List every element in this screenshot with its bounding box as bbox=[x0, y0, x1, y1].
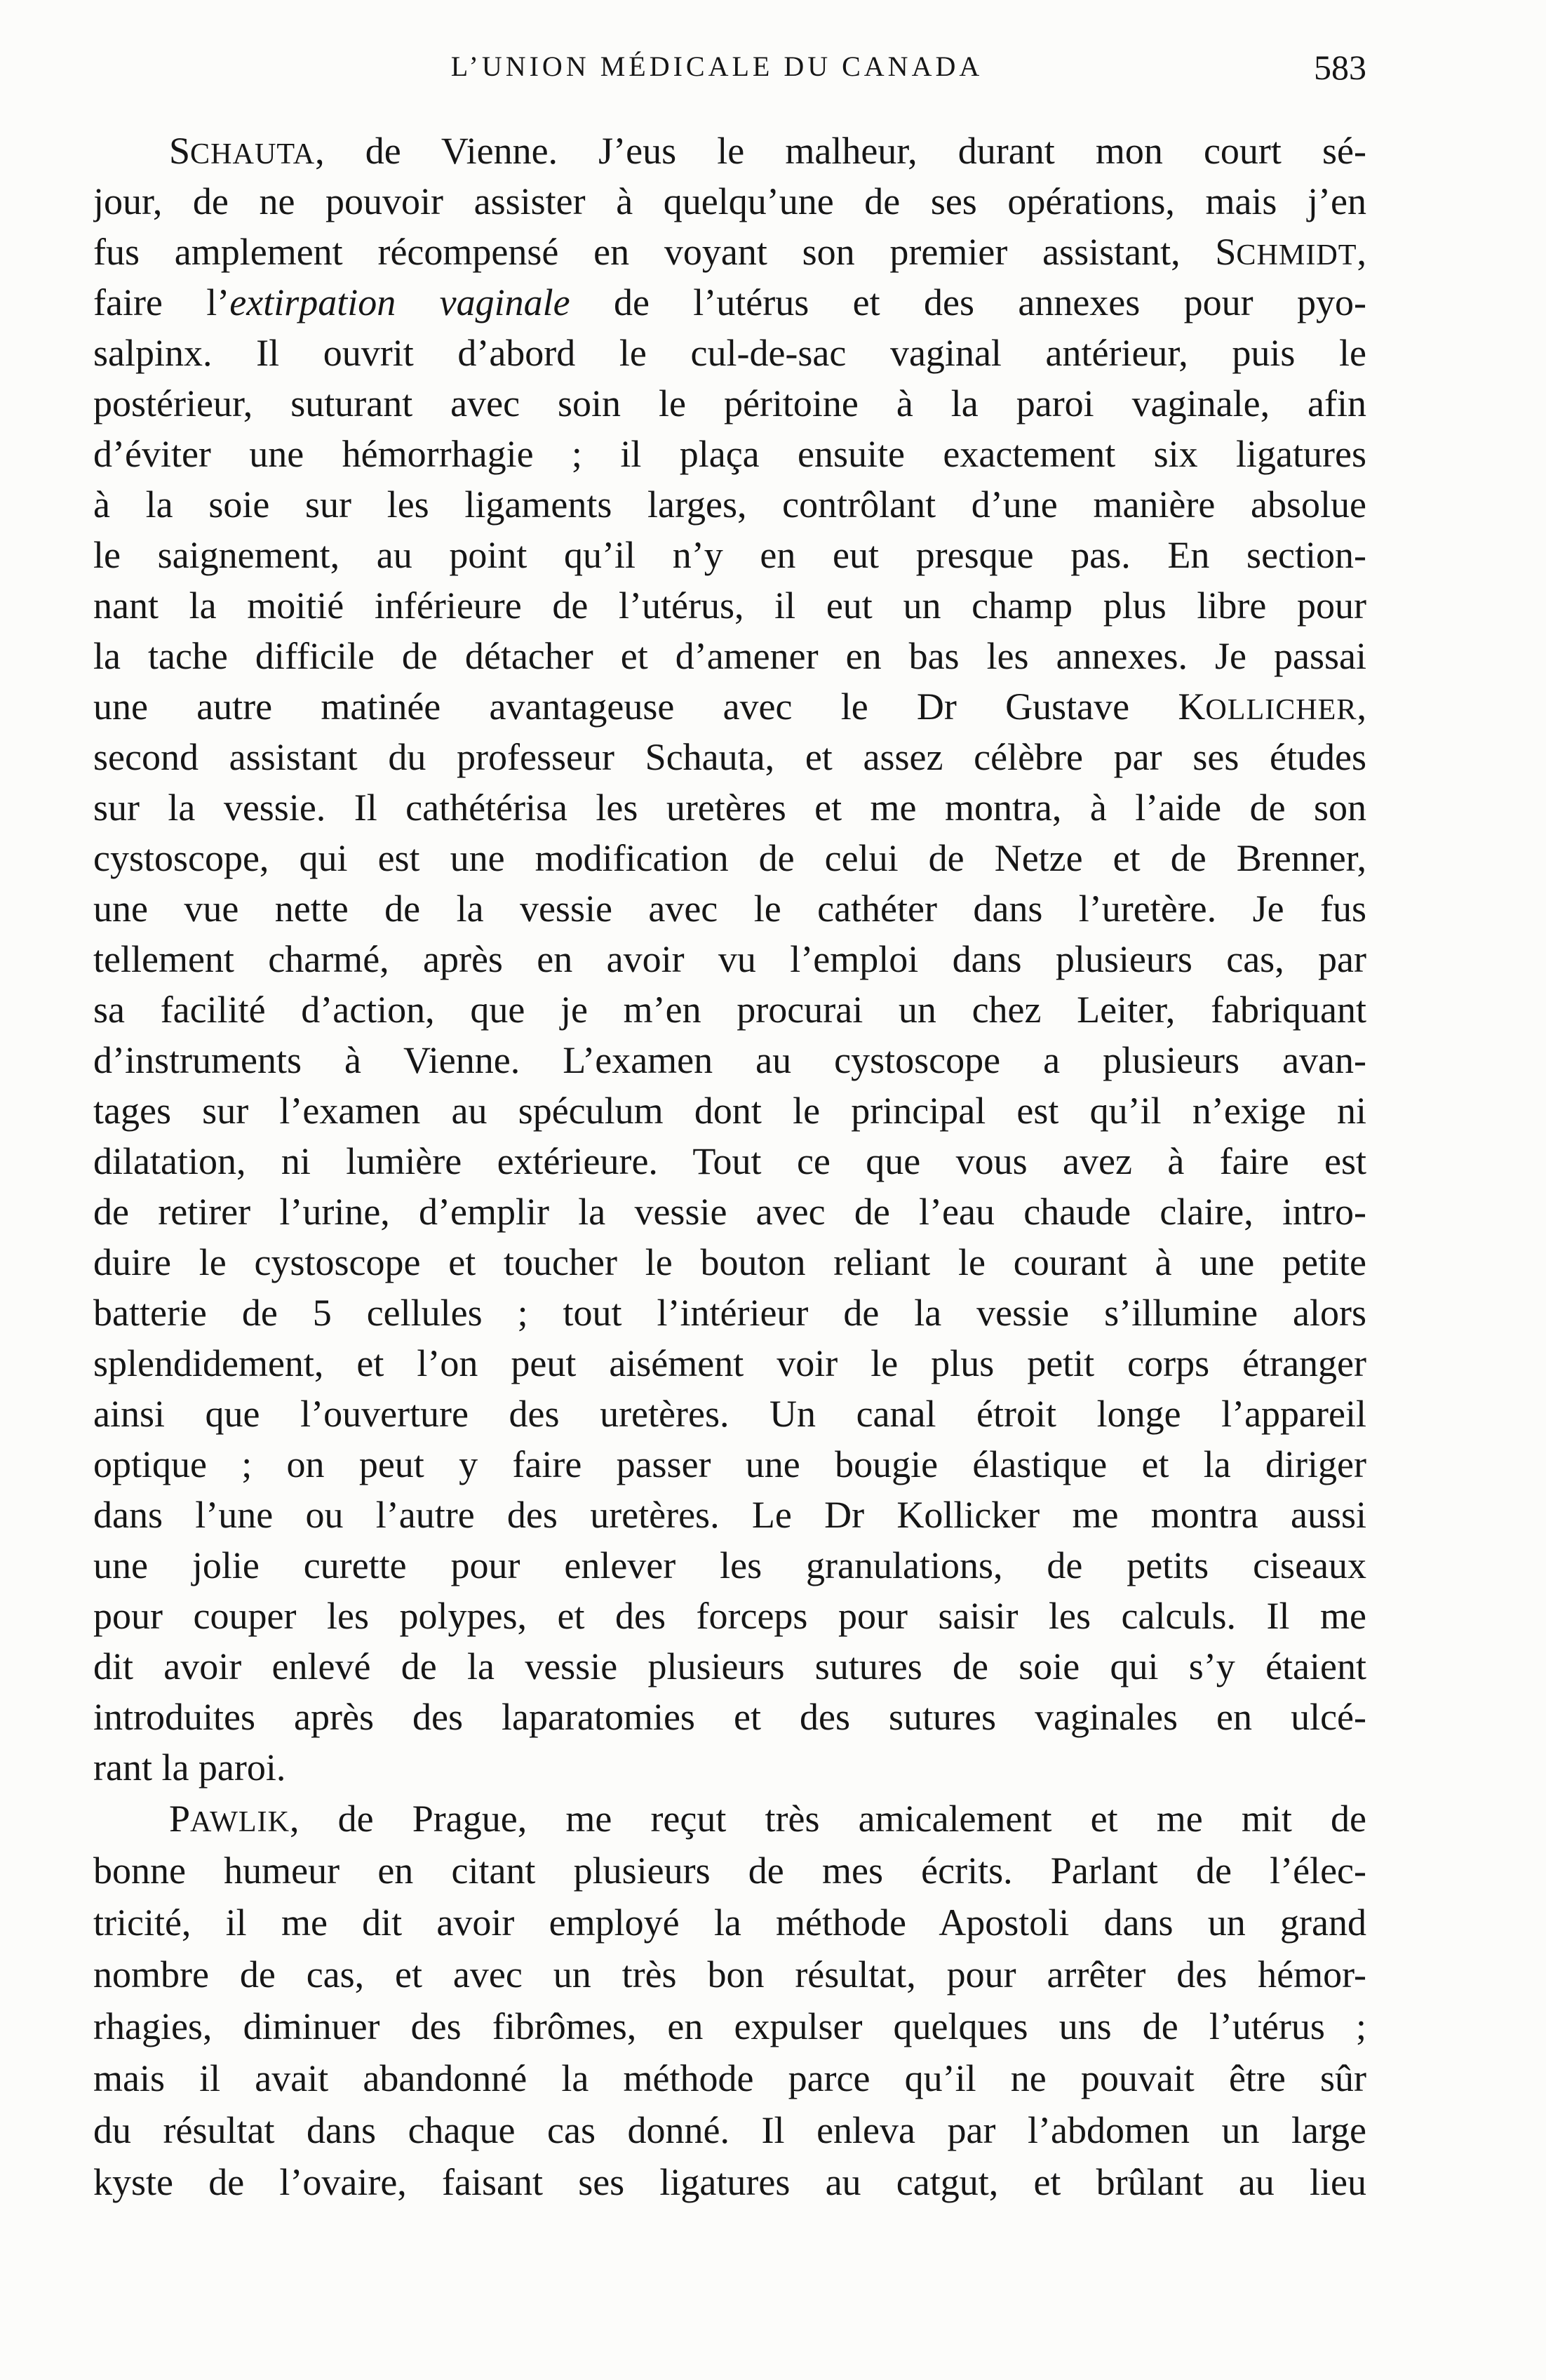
text-line bbox=[93, 1389, 1366, 1439]
line-text: , de Vienne. J’eus le malheur, durant mon court sé- bbox=[315, 130, 1366, 172]
line-text: de retirer l’urine, d’emplir la vessie avec de l’eau chaude claire, intro- bbox=[93, 1191, 1366, 1233]
text-line bbox=[93, 984, 1366, 1035]
text-line bbox=[93, 227, 1366, 277]
line-text: du résultat dans chaque cas donné. Il enleva par l’abdomen un large bbox=[93, 2109, 1366, 2151]
text-line bbox=[93, 1237, 1366, 1288]
line-text: duire le cystoscope et toucher le bouton reliant le courant à une petite bbox=[93, 1241, 1366, 1283]
line-text: optique ; on peut y faire passer une bougie élastique et la diriger bbox=[93, 1443, 1366, 1485]
italic-text: extirpation vaginale bbox=[229, 281, 570, 323]
text-line bbox=[93, 1035, 1366, 1085]
text-line bbox=[93, 126, 1366, 176]
text-line bbox=[93, 782, 1366, 833]
text-line bbox=[93, 1793, 1366, 1845]
text-line bbox=[93, 2000, 1366, 2052]
text-line bbox=[93, 580, 1366, 631]
text-line bbox=[93, 1897, 1366, 1948]
line-text: à la soie sur les ligaments larges, contrôlant d’une manière absolue bbox=[93, 483, 1366, 526]
text-line bbox=[93, 1948, 1366, 2000]
line-text: splendidement, et l’on peut aisément voir le plus petit corps étranger bbox=[93, 1342, 1366, 1384]
line-text: kyste de l’ovaire, faisant ses ligatures au catgut, et brûlant au lieu bbox=[93, 2161, 1366, 2203]
text-line bbox=[93, 1742, 1366, 1793]
line-text: rhagies, diminuer des fibrômes, en expulser quelques uns de l’utérus ; bbox=[93, 2005, 1366, 2047]
text-line bbox=[93, 1692, 1366, 1742]
text-line bbox=[93, 1288, 1366, 1338]
line-text: une autre matinée avantageuse avec le Dr Gustave bbox=[93, 686, 1178, 728]
line-text: dilatation, ni lumière extérieure. Tout ce que vous avez à faire est bbox=[93, 1140, 1366, 1182]
line-text: pour couper les polypes, et des forceps pour saisir les calculs. Il me bbox=[93, 1595, 1366, 1637]
line-text: faire l’ bbox=[93, 281, 230, 323]
line-text: une jolie curette pour enlever les granulations, de petits ciseaux bbox=[93, 1544, 1366, 1586]
text-line bbox=[93, 328, 1366, 378]
text-line bbox=[93, 883, 1366, 934]
line-text: une vue nette de la vessie avec le cathéter dans l’uretère. Je fus bbox=[93, 888, 1366, 930]
text-line bbox=[93, 277, 1366, 328]
text-line bbox=[93, 732, 1366, 782]
line-text: d’éviter une hémorrhagie ; il plaça ensuite exactement six ligatures bbox=[93, 433, 1366, 475]
text-line bbox=[93, 1136, 1366, 1186]
line-text: de l’utérus et des annexes pour pyo- bbox=[570, 281, 1366, 323]
small-caps-name: PAWLIK bbox=[169, 1798, 290, 1840]
text-line bbox=[93, 2052, 1366, 2104]
text-line bbox=[93, 631, 1366, 681]
line-text: tellement charmé, après en avoir vu l’emploi dans plusieurs cas, par bbox=[93, 938, 1366, 980]
text-line bbox=[93, 2104, 1366, 2156]
line-text: d’instruments à Vienne. L’examen au cystoscope a plusieurs avan- bbox=[93, 1039, 1366, 1081]
text-line bbox=[93, 429, 1366, 479]
line-text: tages sur l’examen au spéculum dont le principal est qu’il n’exige ni bbox=[93, 1090, 1366, 1132]
text-line bbox=[93, 1591, 1366, 1641]
text-line bbox=[93, 833, 1366, 883]
line-text: la tache difficile de détacher et d’amener en bas les annexes. Je passai bbox=[93, 635, 1366, 677]
text-line bbox=[93, 1338, 1366, 1389]
text-line bbox=[93, 934, 1366, 984]
line-text: sur la vessie. Il cathétérisa les uretères et me montra, à l’aide de son bbox=[93, 787, 1366, 829]
line-text: second assistant du professeur Schauta, et assez célèbre par ses études bbox=[93, 736, 1366, 778]
page-number: 583 bbox=[1314, 48, 1366, 87]
text-line bbox=[93, 1186, 1366, 1237]
line-text: jour, de ne pouvoir assister à quelqu’une de ses opérations, mais j’en bbox=[93, 180, 1366, 222]
paragraph bbox=[93, 1793, 1366, 2208]
line-text: postérieur, suturant avec soin le péritoine à la paroi vaginale, afin bbox=[93, 382, 1366, 424]
line-text: salpinx. Il ouvrit d’abord le cul-de-sac vaginal antérieur, puis le bbox=[93, 332, 1366, 374]
text-line bbox=[93, 1490, 1366, 1540]
line-text: sa facilité d’action, que je m’en procurai un chez Leiter, fabriquant bbox=[93, 989, 1366, 1031]
body-text bbox=[93, 126, 1366, 2208]
small-caps-name: SCHAUTA bbox=[169, 130, 316, 172]
text-line bbox=[93, 378, 1366, 429]
line-text: cystoscope, qui est une modification de celui de Netze et de Brenner, bbox=[93, 837, 1366, 879]
text-line bbox=[93, 1540, 1366, 1591]
line-text: bonne humeur en citant plusieurs de mes écrits. Parlant de l’élec- bbox=[93, 1850, 1366, 1892]
text-line bbox=[93, 1439, 1366, 1490]
text-line bbox=[93, 530, 1366, 580]
line-text: , bbox=[1357, 686, 1366, 728]
paragraph bbox=[93, 126, 1366, 1793]
line-text: fus amplement récompensé en voyant son premier assistant, bbox=[93, 231, 1216, 273]
line-text: rant la paroi. bbox=[93, 1746, 286, 1789]
text-line bbox=[93, 2156, 1366, 2208]
text-line bbox=[93, 479, 1366, 530]
running-head-title: L’UNION MÉDICALE DU CANADA bbox=[450, 51, 983, 82]
text-line bbox=[93, 176, 1366, 227]
line-text: le saignement, au point qu’il n’y en eut presque pas. En section- bbox=[93, 534, 1366, 576]
small-caps-name: KOLLICHER bbox=[1178, 686, 1357, 728]
text-line bbox=[93, 1845, 1366, 1897]
line-text: , bbox=[1357, 231, 1366, 273]
text-line bbox=[93, 681, 1366, 732]
line-text: mais il avait abandonné la méthode parce qu’il ne pouvait être sûr bbox=[93, 2057, 1366, 2099]
line-text: nant la moitié inférieure de l’utérus, il eut un champ plus libre pour bbox=[93, 584, 1366, 627]
line-text: ainsi que l’ouverture des uretères. Un canal étroit longe l’appareil bbox=[93, 1393, 1366, 1435]
line-text: batterie de 5 cellules ; tout l’intérieur de la vessie s’illumine alors bbox=[93, 1292, 1366, 1334]
text-line bbox=[93, 1641, 1366, 1692]
line-text: introduites après des laparatomies et des sutures vaginales en ulcé- bbox=[93, 1696, 1366, 1738]
line-text: tricité, il me dit avoir employé la méthode Apostoli dans un grand bbox=[93, 1901, 1366, 1944]
line-text: dans l’une ou l’autre des uretères. Le Dr Kollicker me montra aussi bbox=[93, 1494, 1366, 1536]
line-text: , de Prague, me reçut très amicalement et me mit de bbox=[289, 1798, 1366, 1840]
text-line bbox=[93, 1085, 1366, 1136]
small-caps-name: SCHMIDT bbox=[1215, 231, 1357, 273]
line-text: dit avoir enlevé de la vessie plusieurs sutures de soie qui s’y étaient bbox=[93, 1645, 1366, 1687]
line-text: nombre de cas, et avec un très bon résultat, pour arrêter des hémor- bbox=[93, 1953, 1366, 1995]
